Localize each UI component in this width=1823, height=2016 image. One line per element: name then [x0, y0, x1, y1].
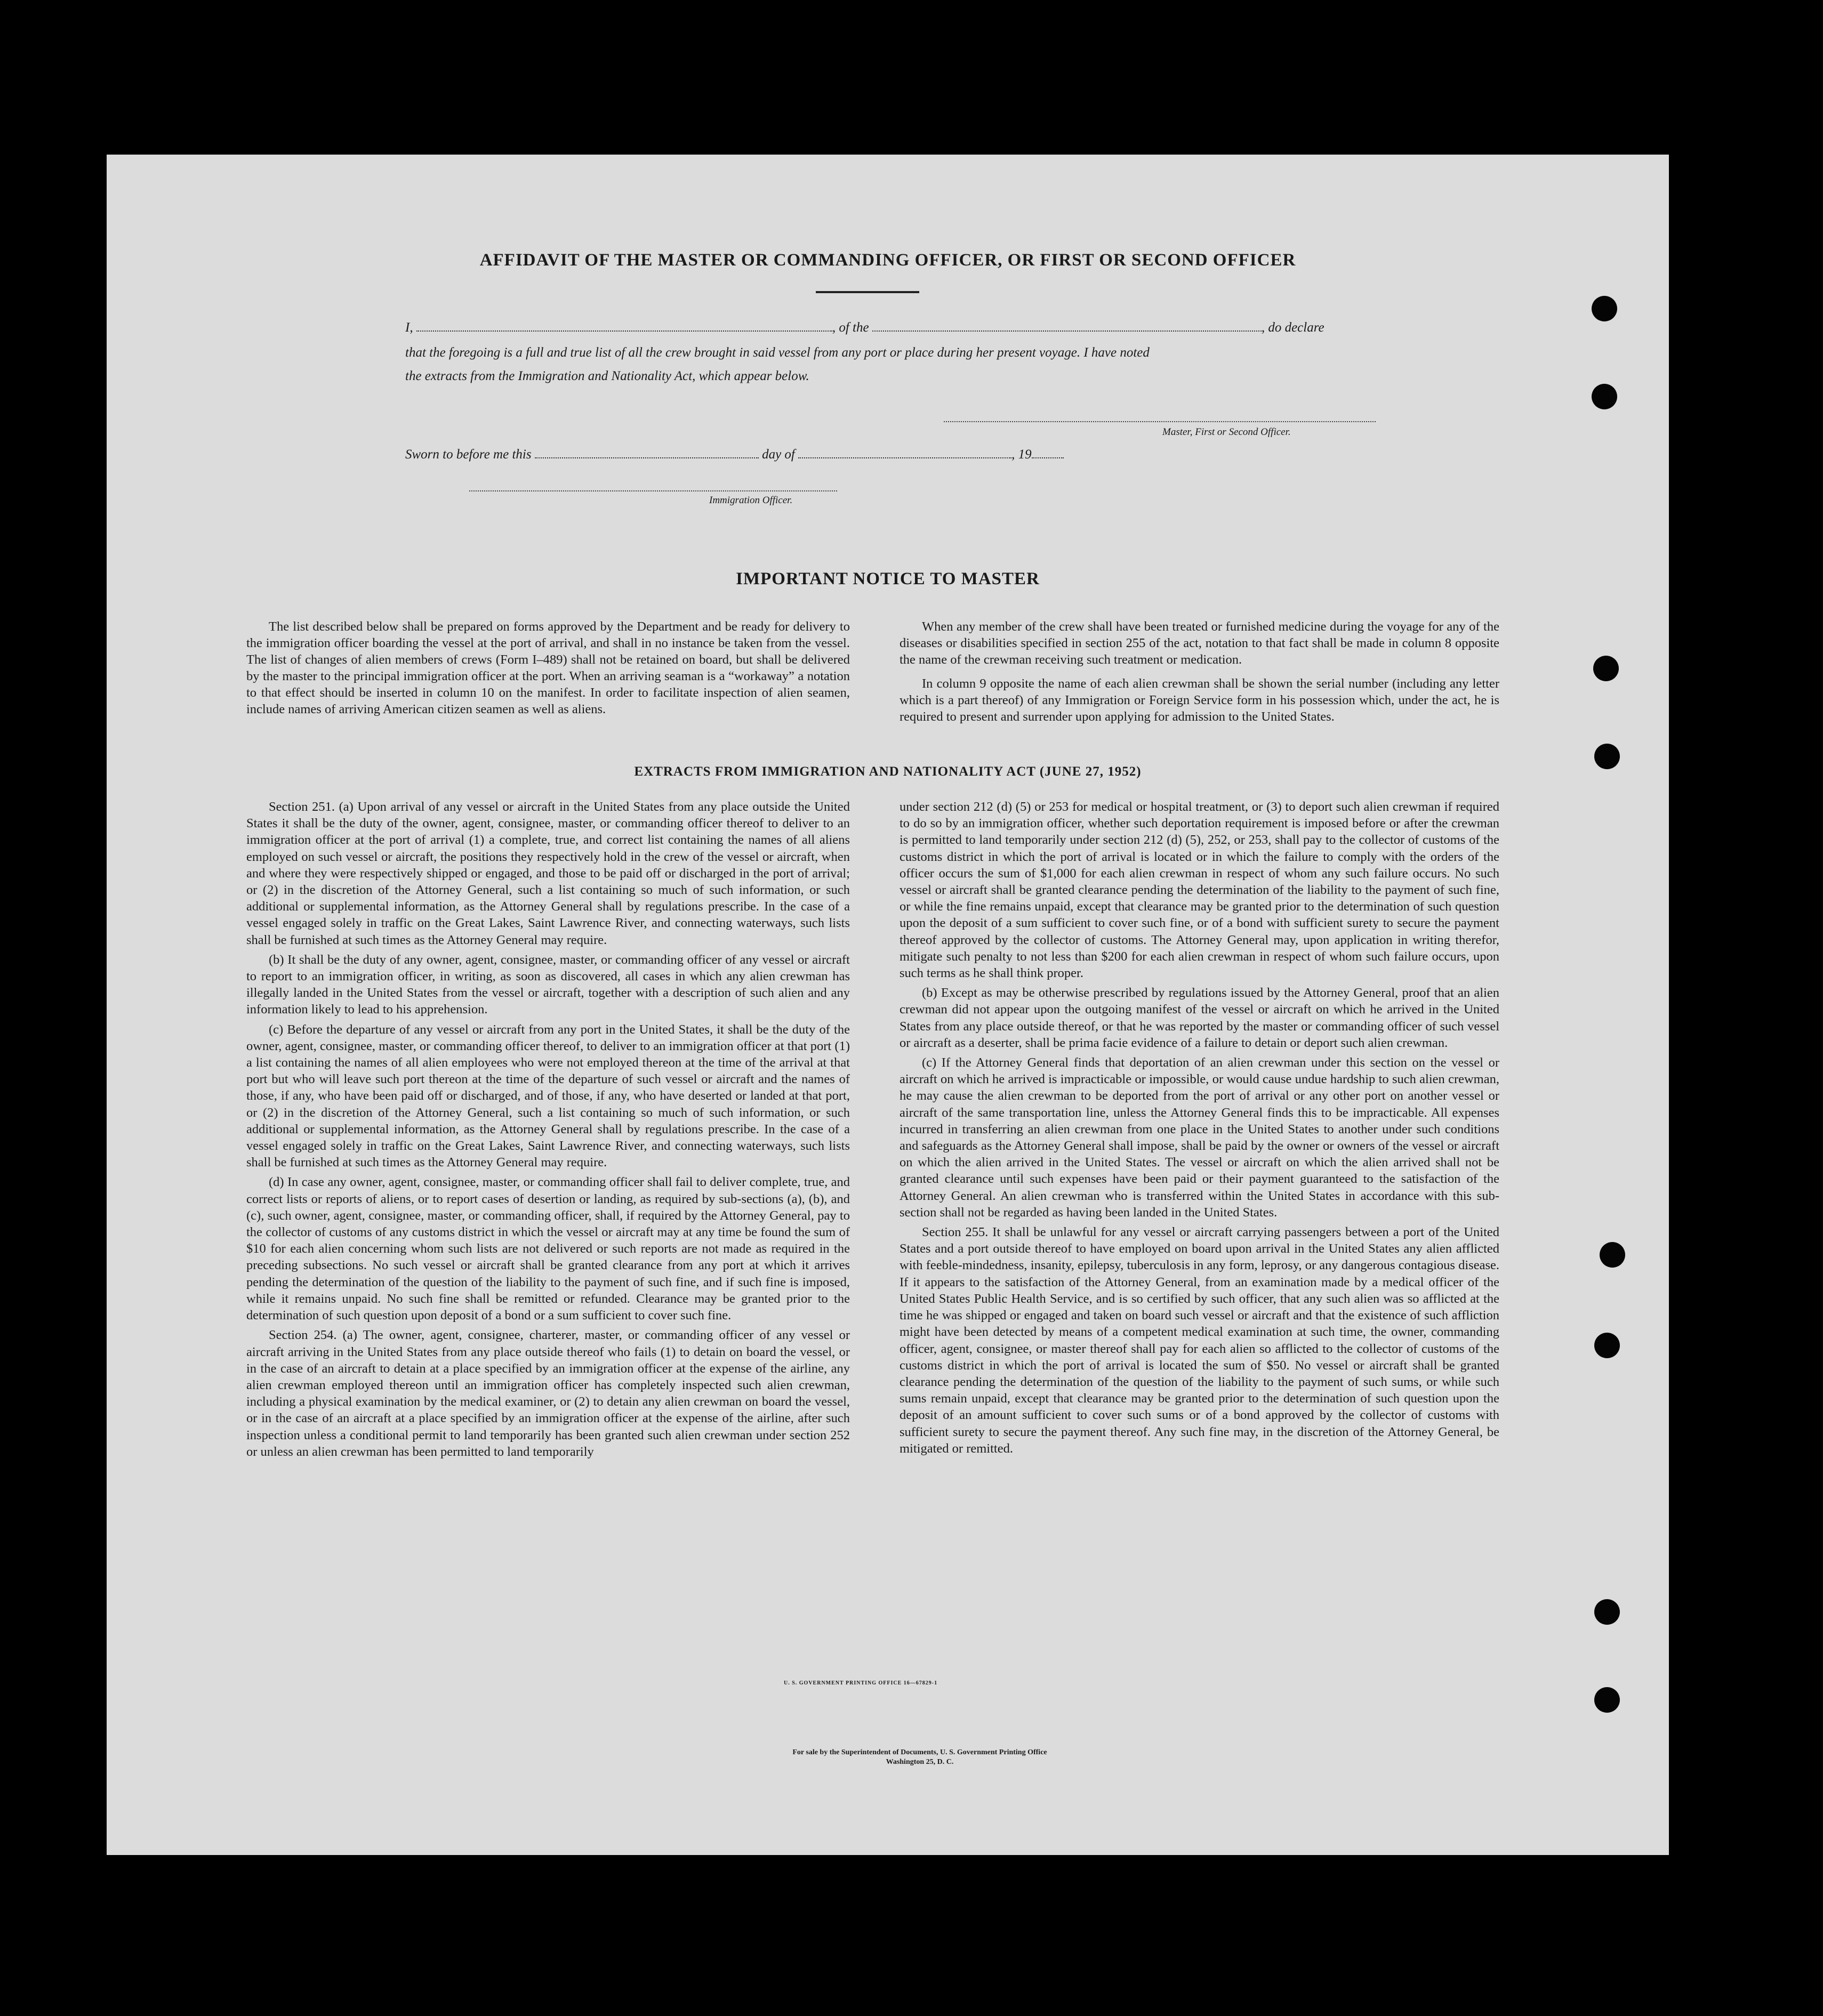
punch-hole — [1600, 1242, 1625, 1268]
document-page — [107, 155, 1669, 1855]
sworn-prefix: Sworn to before me this — [405, 447, 532, 462]
notice-right-column — [900, 618, 1499, 725]
punch-hole — [1592, 384, 1617, 409]
punch-hole — [1593, 656, 1619, 681]
section-251-a: Section 251. (a) Upon arrival of any vessel or aircraft in the United States from any place outside the United States it shall be the duty of the owner, agent, consignee, master, or commanding officer thereof to deliver to an immigration officer at the port of arrival (1) a complete, true, and correct list containing the names of all aliens employed on such vessel or aircraft, the positions they respectively hold in the crew of the vessel or aircraft, when and where they were respectively shipped or engaged, and those to be paid off or discharged in the port of arrival; or (2) in the discretion of the Attorney General, such a list containing so much of such information, or such additional or supplemental information, as the Attorney General shall by regulations prescribe. In the case of a vessel engaged solely in traffic on the Great Lakes, Saint Lawrence River, and connecting waterways, such lists shall be furnished at such times as the Attorney General may require. — [246, 800, 850, 947]
master-signature-line[interactable] — [944, 421, 1376, 422]
section-254-c: (c) If the Attorney General finds that deportation of an alien crewman under this section on the vessel or aircraft on which he arrived is impracticable or impossible, or would cause undue hardship to such alien crewman, he may cause the alien crewman to be deported from the port of arrival or any other port on another vessel or aircraft of the same transportation line, unless the Attorney General finds this to be impracticable. All expenses incurred in transferring an alien crewman from one place in the United States to another under such conditions and safeguards as the Attorney General shall impose, shall be paid by the owner or owners of the vessel or aircraft on which the alien arrived in the United States. The vessel or aircraft on which the alien arrived shall not be granted clearance until such expenses have been paid or their payment guaranteed to the satisfaction of the Attorney General. An alien crewman who is transferred within the United States in accordance with this sub-section shall not be regarded as having been landed in the United States. — [900, 1055, 1499, 1220]
notice-right-paragraph-2: In column 9 opposite the name of each alien crewman shall be shown the serial number (including any letter which is a part thereof) of any Immigration or Foreign Service form in his possession which, under the act, he is required to present and surrender upon applying for admission to the United States. — [900, 676, 1499, 724]
name-blank[interactable] — [416, 320, 832, 332]
section-255: Section 255. It shall be unlawful for any vessel or aircraft carrying passengers between a port of the United States and a port outside thereof to have employed on board upon arrival in the United States any alien afflicted with feeble-mindedness, insanity, epilepsy, tuberculosis in any form, leprosy, or any dangerous contagious disease. If it appears to the satisfaction of the Attorney General, from an examination made by a medical officer of the United States Public Health Service, and is so certified by such officer, that any such alien was so afflicted at the time he was shipped or engaged and taken on board such vessel or aircraft and that the existence of such affliction might have been detected by means of a competent medical examination at such time, the owner, commanding officer, agent, consignee, or master thereof shall pay for each alien so afflicted to the collector of customs of the customs district in which the port of arrival is located the sum of $50. No vessel or aircraft shall be granted clearance pending the determination of the question of the liability to the payment of such sums, or while such sums remain unpaid, except that clearance may be granted prior to the determination of such question upon the deposit of an amount sufficient to cover such sums or of a bond approved by the collector of customs with sufficient surety to secure the payment thereof. Any such fine may, in the discretion of the Attorney General, be mitigated or remitted. — [900, 1225, 1499, 1456]
affidavit-line-1 — [405, 320, 1324, 335]
punch-hole — [1592, 296, 1617, 321]
notice-left-column — [246, 618, 850, 717]
vessel-blank[interactable] — [872, 320, 1262, 332]
officer-signature-line[interactable] — [469, 490, 837, 491]
notice-right-paragraph-1: When any member of the crew shall have been treated or furnished medicine during the voyage for any of the diseases or disabilities specified in section 255 of the act, notation to that fact shall be made in column 8 opposite the name of the crewman receiving such treatment or medication. — [900, 619, 1499, 667]
section-251-b: (b) It shall be the duty of any owner, agent, consignee, master, or commanding officer of any vessel or aircraft to report to an immigration officer, in writing, as soon as discovered, all cases in which any alien crewman has illegally landed in the United States from the vessel or aircraft, together with a description of such alien and any information likely to lead to his apprehension. — [246, 952, 850, 1017]
sale-notice-line-2: Washington 25, D. C. — [886, 1758, 954, 1766]
title-underline — [816, 291, 919, 293]
punch-hole — [1594, 744, 1620, 769]
affidavit-line-3: the extracts from the Immigration and Nationality Act, which appear below. — [405, 369, 809, 383]
affidavit-do-declare: , do declare — [1261, 320, 1324, 335]
sworn-day-blank[interactable] — [535, 447, 759, 458]
punch-hole — [1594, 1687, 1620, 1713]
extracts-right-column — [900, 799, 1499, 1457]
affidavit-i: I, — [405, 320, 413, 335]
affidavit-of-the: , of the — [832, 320, 869, 335]
affidavit-line-2: that the foregoing is a full and true list of all the crew brought in said vessel from any port or place during her present voyage. I have noted — [405, 345, 1150, 360]
sworn-year-blank[interactable] — [1032, 447, 1064, 458]
section-254-a-continued: under section 212 (d) (5) or 253 for medical or hospital treatment, or (3) to deport such alien crewman if required to do so by an immigration officer, whether such deportation requirement is imposed before or after the crewman is permitted to land temporarily under section 212 (d) (5), 252, or 253, shall pay to the collector of customs of the customs district in which the port of arrival is located or in which the failure to comply with the orders of the officer occurs the sum of $1,000 for each alien crewman in respect of whom any such failure occurs. No such vessel or aircraft shall be granted clearance pending the determination of the liability to the payment of such fine, or while the fine remains unpaid, except that clearance may be granted prior to the determination of such question upon the deposit of a sum sufficient to cover such fine, or of a bond with sufficient surety to secure the payment thereof approved by the collector of customs. The Attorney General may, upon application in writing therefor, mitigate such penalty to not less than $200 for each alien crewman in respect of whom such failure occurs, upon such terms as he shall think proper. — [900, 800, 1499, 981]
sale-notice-line-1: For sale by the Superintendent of Documents, U. S. Government Printing Office — [792, 1748, 1047, 1756]
extracts-left-column — [246, 799, 850, 1460]
sworn-month-blank[interactable] — [798, 447, 1011, 458]
extracts-title: EXTRACTS FROM IMMIGRATION AND NATIONALITY ACT (JUNE 27, 1952) — [634, 764, 1142, 779]
sworn-line — [405, 447, 1064, 462]
sworn-year: , 19 — [1011, 447, 1032, 462]
gpo-imprint: U. S. GOVERNMENT PRINTING OFFICE 16—67829-1 — [784, 1680, 938, 1686]
section-254-b: (b) Except as may be otherwise prescribed by regulations issued by the Attorney General, proof that an alien crewman did not appear upon the outgoing manifest of the vessel or aircraft on which he arrived in the United States from any place outside thereof, or that he was reported by the master or commanding officer of such vessel or aircraft as a deserter, shall be prima facie evidence of a failure to detain or deport such alien crewman. — [900, 986, 1499, 1050]
master-signature-label: Master, First or Second Officer. — [1162, 426, 1291, 438]
officer-signature-label: Immigration Officer. — [709, 495, 793, 506]
section-251-d: (d) In case any owner, agent, consignee, master, or commanding officer shall fail to deliver complete, true, and correct lists or reports of aliens, or to report cases of desertion or landing, as required by sub-sections (a), (b), and (c), such owner, agent, consignee, master, or commanding officer, shall, if required by the Attorney General, pay to the collector of customs of any customs district in which the vessel or aircraft may at any time be found the sum of $10 for each alien concerning whom such lists are not delivered or such reports are not made as required in the preceding subsections. No such vessel or aircraft shall be granted clearance from any port at which it arrives pending the determination of the question of the liability to the payment of such fine, and if such fine is imposed, while it remains unpaid. No such fine shall be remitted or refunded. Clearance may be granted prior to the determination of such question upon deposit of a bond or a sum sufficient to cover such fine. — [246, 1175, 850, 1323]
sworn-day-of: day of — [762, 447, 795, 462]
notice-left-paragraph: The list described below shall be prepared on forms approved by the Department and be ready for delivery to the immigration officer boarding the vessel at the port of arrival, and shall in no instance be taken from the vessel. The list of changes of alien members of crews (Form I–489) shall not be retained on board, but shall be delivered by the master to the principal immigration officer at the port. When an arriving seaman is a “workaway” a notation to that effect should be inserted in column 10 on the manifest. In order to facilitate inspection of alien seamen, include names of arriving American citizen seamen as well as aliens. — [246, 619, 850, 716]
affidavit-title: AFFIDAVIT OF THE MASTER OR COMMANDING OFFICER, OR FIRST OR SECOND OFFICER — [479, 251, 1296, 270]
section-254-a: Section 254. (a) The owner, agent, consignee, charterer, master, or commanding officer of any vessel or aircraft arriving in the United States from any place outside thereof who fails (1) to detain on board the vessel, or in the case of an aircraft to detain at a place specified by an immigration officer at the expense of the airline, any alien crewman employed thereon until an immigration officer has completely inspected such alien crewman, including a physical examination by the medical examiner, or (2) to detain any alien crewman on board the vessel, or in the case of an aircraft at a place specified by an immigration officer at the expense of the airline, after such inspection unless a conditional permit to land temporarily has been granted such alien crewman under section 252 or unless an alien crewman has been permitted to land temporarily — [246, 1328, 850, 1459]
section-251-c: (c) Before the departure of any vessel or aircraft from any port in the United States, it shall be the duty of the owner, agent, consignee, master, or commanding officer thereof, to deliver to an immigration officer at that port (1) a list containing the names of all alien employees who were not employed thereon at the time of the arrival at that port but who will leave such port thereon at the time of the departure of such vessel or aircraft and the names of those, if any, who have been paid off or discharged, and of those, if any, who have deserted or landed at that port, or (2) in the discretion of the Attorney General, such a list containing so much of such information, or such additional or supplemental information, as the Attorney General shall by regulations prescribe. In the case of a vessel engaged solely in traffic on the Great Lakes, Saint Lawrence River, and connecting waterways, such lists shall be furnished at such times as the Attorney General may require. — [246, 1022, 850, 1170]
punch-hole — [1594, 1333, 1620, 1358]
punch-hole — [1594, 1599, 1620, 1625]
notice-title: IMPORTANT NOTICE TO MASTER — [736, 569, 1040, 588]
